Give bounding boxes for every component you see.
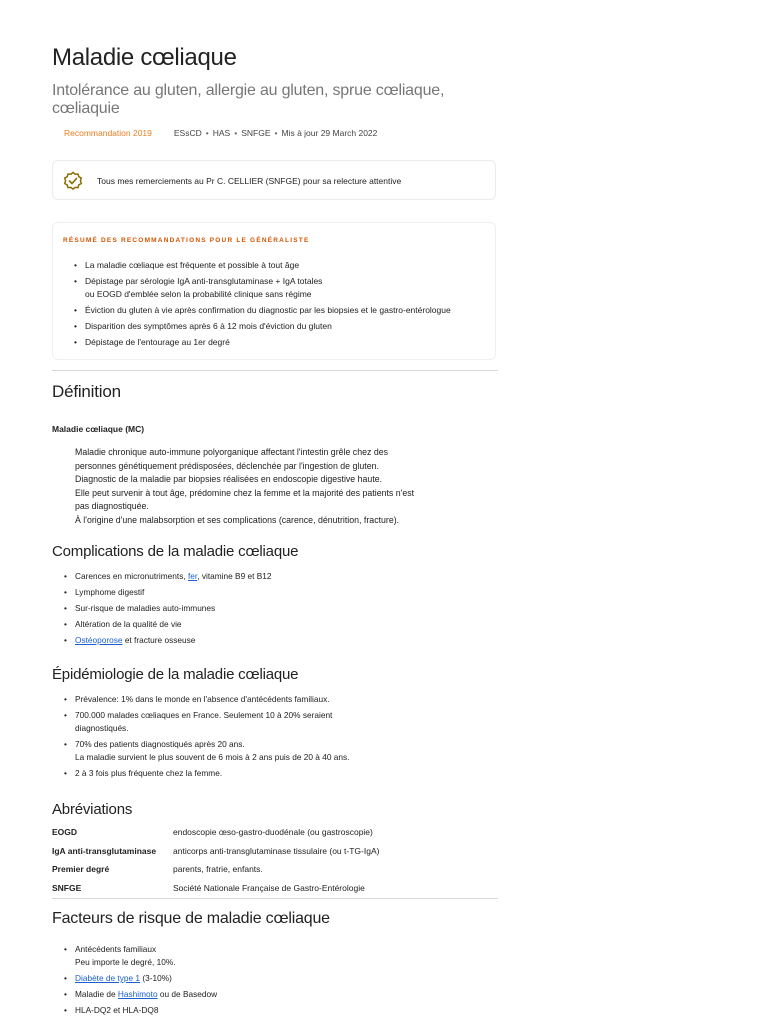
divider xyxy=(52,898,498,899)
table-row: SNFGE Société Nationale Française de Gastro-Entérologie xyxy=(52,882,365,893)
link-hashimoto[interactable]: Hashimoto xyxy=(117,989,158,999)
list-item: • Altération de la qualité de vie xyxy=(52,618,492,631)
abbreviations-heading: Abréviations xyxy=(52,801,133,818)
definition-term: Maladie cœliaque (MC) xyxy=(52,424,145,434)
list-item: • Antécédents familiaux Peu importe le degré, 10%. xyxy=(52,943,492,969)
definition-paragraph: Maladie chronique auto-immune polyorganique affectant l'intestin grêle chez des personnes génétiquement prédisposées, déclenchée par l'ingestion de gluten. xyxy=(75,447,389,471)
list-item: • Dépistage de l'entourage au 1er degré xyxy=(63,336,493,349)
definition-paragraph: Elle peut survenir à tout âge, prédomine chez la femme et la majorité des patients n'est pas diagnostiquée. xyxy=(75,487,415,511)
epidemiology-heading: Épidémiologie de la maladie cœliaque xyxy=(52,666,299,683)
complications-heading: Complications de la maladie cœliaque xyxy=(52,543,299,560)
summary-list xyxy=(63,259,493,352)
recommendation-badge[interactable]: Recommandation 2019 xyxy=(64,128,152,138)
acknowledgement-text: Tous mes remerciements au Pr C. CELLIER (SNFGE) pour sa relecture attentive xyxy=(97,176,402,186)
definition-text xyxy=(75,446,415,527)
list-item: • Disparition des symptômes après 6 à 12 mois d'éviction du gluten xyxy=(63,320,493,333)
list-item: • Diabète de type 1 (3-10%) xyxy=(52,972,492,985)
page-subtitle: Intolérance au gluten, allergie au gluten, sprue cœliaque, cœliaquie xyxy=(52,82,445,117)
abbreviations-table xyxy=(52,826,379,900)
list-item: • Éviction du gluten à vie après confirmation du diagnostic par les biopsies et le gastro-entérologue xyxy=(63,304,493,317)
link-osteoporose[interactable]: Ostéoporose xyxy=(75,635,123,645)
risk-factors-heading: Facteurs de risque de maladie cœliaque xyxy=(52,910,330,927)
list-item: • Carences en micronutriments, fer, vitamine B9 et B12 xyxy=(52,570,492,583)
definition-paragraph: À l'origine d'une malabsorption et ses complications (carence, dénutrition, fracture). xyxy=(75,514,400,525)
list-item: • Dépistage par sérologie IgA anti-transglutaminase + IgA totales ou EOGD d'emblée selon la probabilité clinique sans régime xyxy=(63,275,493,301)
link-fer[interactable]: fer xyxy=(187,571,198,581)
list-item: • Maladie de Hashimoto ou de Basedow xyxy=(52,988,492,1001)
list-item: • 2 à 3 fois plus fréquente chez la femme. xyxy=(52,767,492,780)
definition-paragraph: Diagnostic de la maladie par biopsies réalisées en endoscopie digestive haute. xyxy=(75,474,383,484)
source-has: HAS xyxy=(212,128,231,138)
table-row: Premier degré parents, fratrie, enfants. xyxy=(52,864,263,874)
source-essc: ESsCD xyxy=(173,128,202,138)
list-item: • 70% des patients diagnostiqués après 20 ans. La maladie survient le plus souvent de 6 mois à 2 ans puis de 20 à 40 ans. xyxy=(52,738,492,764)
table-row: IgA anti-transglutaminase anticorps anti-transglutaminase tissulaire (ou t-TG-IgA) xyxy=(52,845,380,856)
link-diabete-type-1[interactable]: Diabète de type 1 xyxy=(75,973,141,983)
complications-list xyxy=(52,570,492,650)
list-item: • Sur-risque de maladies auto-immunes xyxy=(52,602,492,615)
acknowledgement-box xyxy=(52,160,496,200)
epidemiology-list xyxy=(52,693,492,783)
update-date: Mis à jour 29 March 2022 xyxy=(281,128,378,138)
verified-badge-icon xyxy=(63,171,83,191)
definition-heading: Définition xyxy=(52,382,121,401)
list-item: • 700.000 malades cœliaques en France. Seulement 10 à 20% seraient diagnostiqués. xyxy=(52,709,492,735)
list-item: • La maladie cœliaque est fréquente et possible à tout âge xyxy=(63,259,493,272)
list-item: • Ostéoporose et fracture osseuse xyxy=(52,634,492,647)
summary-heading: RÉSUMÉ DES RECOMMANDATIONS POUR LE GÉNÉRALISTE xyxy=(63,237,310,244)
page-title: Maladie cœliaque xyxy=(52,44,237,71)
summary-box xyxy=(52,222,496,360)
meta-line: Recommandation 2019 ESsCD • HAS • SNFGE • Mis à jour 29 March 2022 xyxy=(64,128,378,138)
source-snfge: SNFGE xyxy=(241,128,271,138)
table-row: EOGD endoscopie œso-gastro-duodénale (ou gastroscopie) xyxy=(52,827,373,837)
list-item: • HLA-DQ2 et HLA-DQ8 xyxy=(52,1004,492,1017)
list-item: • Prévalence: 1% dans le monde en l'absence d'antécédents familiaux. xyxy=(52,693,492,706)
list-item: • Lymphome digestif xyxy=(52,586,492,599)
risk-factors-list xyxy=(52,943,492,1020)
divider xyxy=(52,370,498,371)
